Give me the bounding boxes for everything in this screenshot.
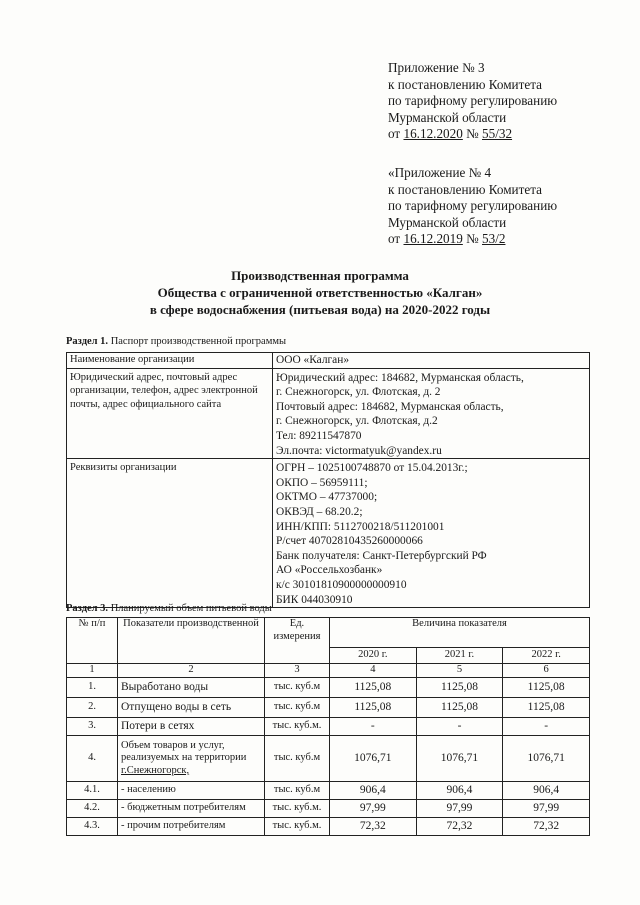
row-num: 3. (67, 718, 118, 736)
row-unit: тыс. куб.м (265, 678, 330, 698)
passport-value (273, 459, 590, 608)
row-name: Отпущено воды в сеть (118, 698, 265, 718)
appendix-3-date-line (388, 126, 557, 143)
title-line3: в сфере водоснабжения (питьевая вода) на 2020-2022 годы (149, 302, 491, 317)
row-num: 4.3. (67, 818, 118, 836)
row-unit: тыс. куб.м (265, 736, 330, 782)
column-number-row (67, 664, 590, 678)
appendix-3-number: 55/32 (482, 126, 513, 142)
row-num: 4. (67, 736, 118, 782)
row-num: 4.2. (67, 800, 118, 818)
row-value: 72,32 (416, 818, 503, 836)
value-line: ИНН/КПП: 5112700218/511201001 (276, 520, 445, 533)
appendix-4-line4: Мурманской области (388, 214, 507, 230)
passport-key: Наименование организации (67, 353, 273, 369)
appendix-3-date: 16.12.2020 (403, 126, 463, 142)
row-num: 1. (67, 678, 118, 698)
row-name-cell (118, 736, 265, 782)
value-line: ОКВЭД – 68.20.2; (276, 505, 363, 518)
header-value: Величина показателя (330, 618, 590, 648)
row-value: 97,99 (503, 800, 590, 818)
table-row (67, 353, 590, 369)
row-unit: тыс. куб.м. (265, 800, 330, 818)
row-value: 72,32 (330, 818, 417, 836)
value-line: ОГРН – 1025100748870 от 15.04.2013г.; (276, 462, 468, 475)
header-unit: Ед. измерения (265, 618, 330, 664)
row-value: 1076,71 (416, 736, 503, 782)
row-value: 906,4 (330, 782, 417, 800)
table-row (67, 698, 590, 718)
header-year-2021: 2021 г. (416, 648, 503, 664)
row-value: - (416, 718, 503, 736)
value-line: Почтовый адрес: 184682, Мурманская область, (276, 400, 504, 413)
col-number: 6 (503, 664, 590, 678)
table-row (67, 368, 590, 459)
title-line1: Производственная программа (231, 268, 409, 283)
col-number: 4 (330, 664, 417, 678)
row-unit: тыс. куб.м. (265, 718, 330, 736)
table-row (67, 678, 590, 698)
water-volume-table (66, 617, 590, 836)
col-number: 3 (265, 664, 330, 678)
value-line: Р/счет 40702810435260000066 (276, 535, 423, 548)
appendix-4-number: 53/2 (482, 231, 506, 247)
table-row (67, 800, 590, 818)
row-name: - бюджетным потребителям (118, 800, 265, 818)
appendix-3-line1: Приложение № 3 (388, 60, 485, 75)
row-value: 1125,08 (330, 698, 417, 718)
email-line: Эл.почта: victormatyuk@yandex.ru (276, 444, 442, 457)
appendix-4-line3: по тарифному регулированию (388, 198, 558, 214)
row-name-town: г.Снежногорск, (121, 764, 190, 776)
value-line: ООО «Калган» (276, 354, 350, 366)
row-value: - (330, 718, 417, 736)
row-name: Выработано воды (118, 678, 265, 698)
appendix-4-number-label: № (466, 231, 479, 247)
row-num: 2. (67, 698, 118, 718)
section-1-heading (66, 336, 286, 347)
appendix-3-line3: по тарифному регулированию (388, 93, 558, 109)
row-unit: тыс. куб.м (265, 782, 330, 800)
appendix-3-number-label: № (466, 126, 479, 142)
value-line: Тел: 89211547870 (276, 429, 362, 442)
appendix-4-prefix: от (388, 231, 401, 247)
col-number: 1 (67, 664, 118, 678)
row-name: Объем товаров и услуг, реализуемых на территории (121, 739, 247, 764)
header-num: № п/п (67, 618, 118, 664)
table-row (67, 782, 590, 800)
row-value: 1125,08 (416, 698, 503, 718)
row-name: - населению (118, 782, 265, 800)
value-line: Юридический адрес: 184682, Мурманская область, (276, 371, 524, 384)
row-value: 72,32 (503, 818, 590, 836)
passport-table (66, 352, 590, 608)
table-row (67, 818, 590, 836)
appendix-4-header (388, 165, 557, 248)
section-3-label: Раздел 3. (66, 603, 109, 614)
header-year-2022: 2022 г. (503, 648, 590, 664)
appendix-4-line1: «Приложение № 4 (388, 165, 492, 180)
appendix-3-line2: к постановлению Комитета (388, 76, 542, 92)
row-value: 97,99 (330, 800, 417, 818)
row-value: 97,99 (416, 800, 503, 818)
table-row (67, 736, 590, 782)
section-1-label: Раздел 1. (66, 336, 109, 347)
row-value: 1125,08 (330, 678, 417, 698)
col-number: 2 (118, 664, 265, 678)
row-value: 1076,71 (330, 736, 417, 782)
title-line2: Общества с ограниченной ответственностью «Калган» (157, 285, 483, 300)
value-line: к/с 30101810900000000910 (276, 578, 407, 591)
appendix-3-prefix: от (388, 126, 401, 142)
value-line: БИК 044030910 (276, 593, 353, 606)
section-3-heading (66, 603, 272, 614)
appendix-4-date: 16.12.2019 (403, 231, 463, 247)
passport-value (273, 353, 590, 369)
row-unit: тыс. куб.м (265, 698, 330, 718)
document-title (0, 267, 640, 318)
section-3-name: Планируемый объем питьевой воды (110, 603, 272, 614)
row-name: - прочим потребителям (118, 818, 265, 836)
value-line: г. Снежногорск, ул. Флотская, д. 2 (276, 386, 441, 399)
appendix-3-line4: Мурманской области (388, 109, 507, 125)
value-line: ОКТМО – 47737000; (276, 491, 378, 504)
table-header-row (67, 618, 590, 648)
row-unit: тыс. куб.м. (265, 818, 330, 836)
col-number: 5 (416, 664, 503, 678)
row-value: 1125,08 (416, 678, 503, 698)
appendix-4-line2: к постановлению Комитета (388, 181, 542, 197)
passport-key: Реквизиты организации (67, 459, 273, 608)
value-line: АО «Россельхозбанк» (276, 564, 383, 577)
section-1-name: Паспорт производственной программы (110, 336, 287, 347)
row-value: 1125,08 (503, 678, 590, 698)
value-line: Банк получателя: Санкт-Петербургский РФ (276, 549, 487, 562)
header-year-2020: 2020 г. (330, 648, 417, 664)
passport-value (273, 368, 590, 459)
header-indicator: Показатели производственной (118, 618, 265, 664)
appendix-3-header (388, 60, 557, 143)
row-value: 906,4 (416, 782, 503, 800)
row-value: - (503, 718, 590, 736)
row-value: 906,4 (503, 782, 590, 800)
row-name: Потери в сетях (118, 718, 265, 736)
table-row (67, 718, 590, 736)
table-row (67, 459, 590, 608)
row-value: 1125,08 (503, 698, 590, 718)
passport-key: Юридический адрес, почтовый адрес организации, телефон, адрес электронной почты, адрес официального сайта (67, 368, 273, 459)
appendix-4-date-line (388, 231, 557, 248)
row-value: 1076,71 (503, 736, 590, 782)
value-line: г. Снежногорск, ул. Флотская, д.2 (276, 415, 438, 428)
row-num: 4.1. (67, 782, 118, 800)
value-line: ОКПО – 56959111; (276, 476, 368, 489)
